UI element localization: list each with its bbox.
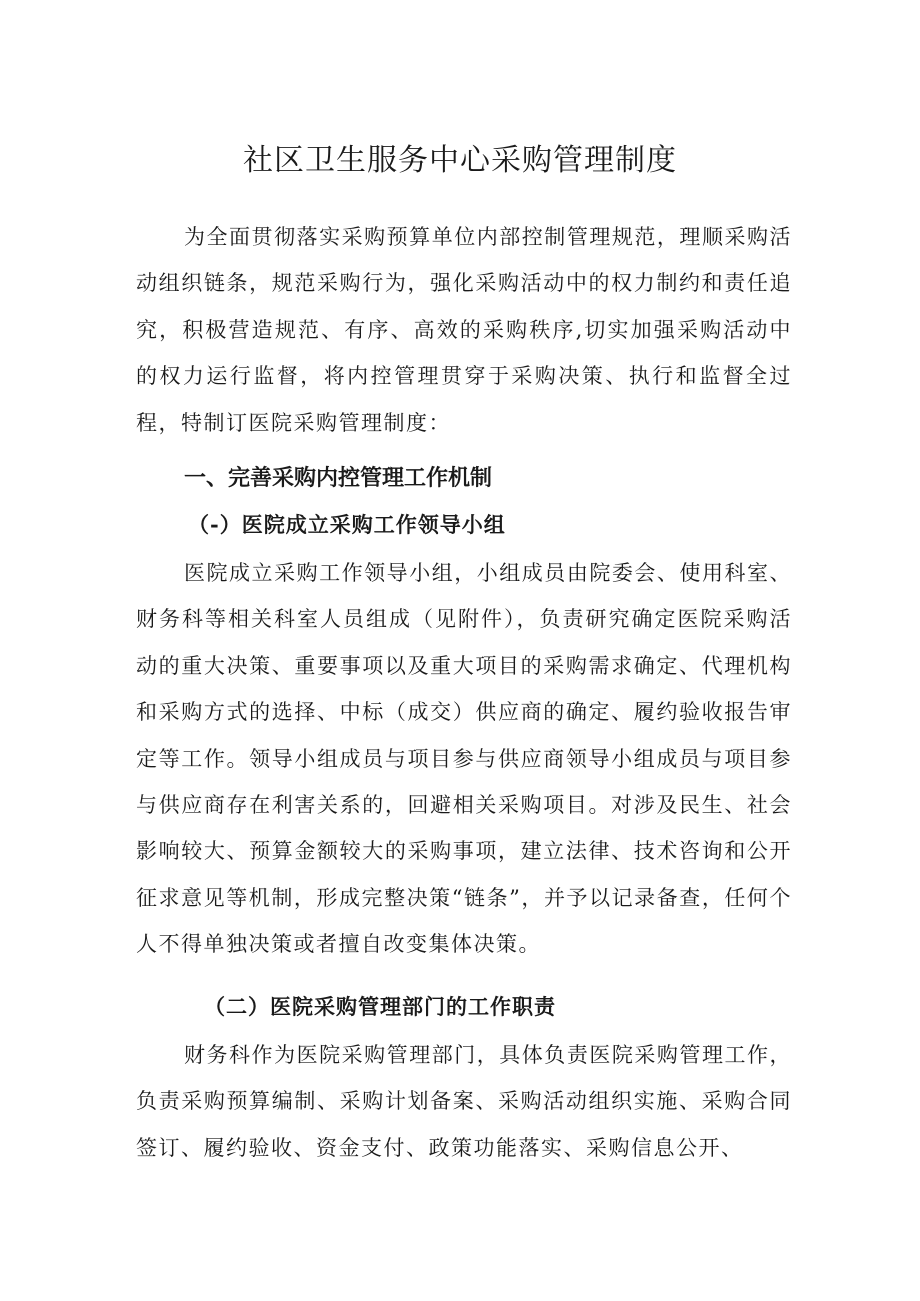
document-title: 社区卫生服务中心采购管理制度 (243, 143, 677, 178)
subsection-paragraph-2: 财务科作为医院采购管理部门，具体负责医院采购管理工作，负责采购预算编制、采购计划备案、采购活动组织实施、采购合同签订、履约验收、资金支付、政策功能落实、采购信息公开、 (136, 1043, 792, 1160)
subsection-paragraph-1: 医院成立采购工作领导小组，小组成员由院委会、使用科室、财务科等相关科室人员组成（见附件），负责研究确定医院采购活动的重大决策、重要事项以及重大项目的采购需求确定、代理机构和采购方式的选择、中标（成交）供应商的确定、履约验收报告审定等工作。领导小组成员与项目参与供应商领导小组成员与项目参与供应商存在利害关系的，回避相关采购项目。对涉及民生、社会影响较大、预算金额较大的采购事项，建立法律、技术咨询和公开征求意见等机制，形成完整决策“链条”，并予以记录备查，任何个人不得单独决策或者擅自改变集体决策。 (136, 561, 792, 957)
subsection-heading-2: （二）医院采购管理部门的工作职责 (204, 994, 556, 1019)
intro-paragraph: 为全面贯彻落实采购预算单位内部控制管理规范，理顺采购活动组织链条，规范采购行为，强化采购活动中的权力制约和责任追究，积极营造规范、有序、高效的采购秩序,切实加强采购活动中的权力运行监督，将内控管理贯穿于采购决策、执行和监督全过程，特制订医院采购管理制度： (136, 225, 792, 435)
subsection-heading-1: （-）医院成立采购工作领导小组 (188, 512, 506, 537)
section-heading-1: 一、完善采购内控管理工作机制 (184, 466, 493, 491)
